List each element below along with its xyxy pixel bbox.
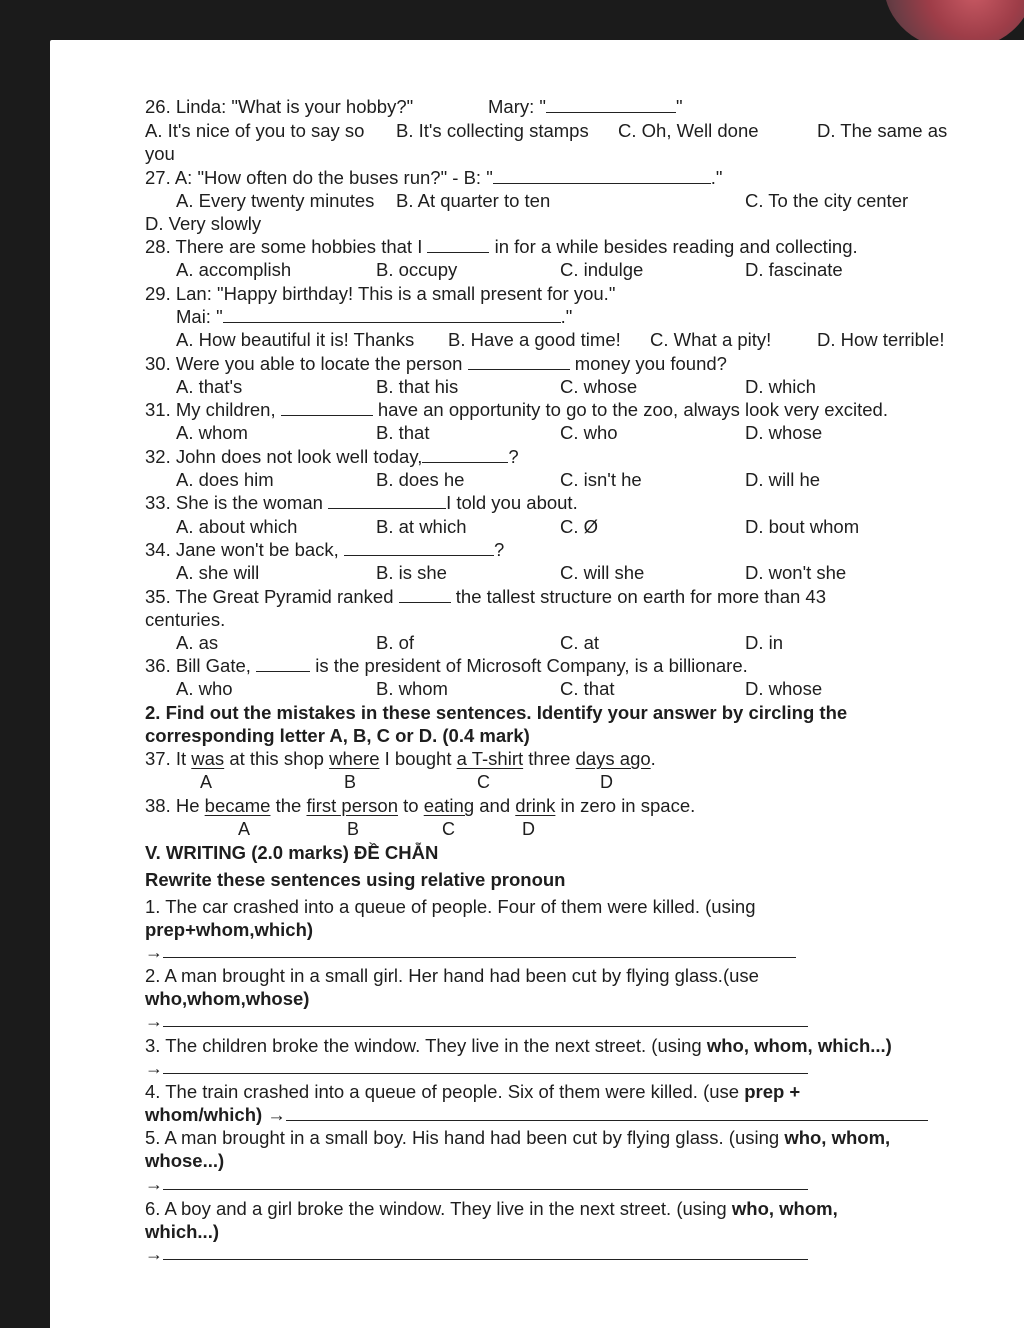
q34-option-d[interactable]: D. won't she	[745, 562, 847, 583]
q29-option-c[interactable]: C. What a pity!	[650, 329, 772, 350]
q37-letter-a[interactable]: A	[200, 772, 213, 792]
q30-stem: 30. Were you able to locate the person money you found?	[145, 353, 727, 374]
q38-underline-d: drink	[515, 795, 556, 816]
q29-option-a[interactable]: A. How beautiful it is! Thanks	[176, 329, 415, 350]
q26-option-b[interactable]: B. It's collecting stamps	[396, 120, 589, 141]
q37-underline-c: a T-shirt	[456, 748, 524, 769]
q33-option-b[interactable]: B. at which	[376, 516, 467, 537]
q31-option-a[interactable]: A. whom	[176, 422, 248, 443]
q27-stem: 27. A: "How often do the buses run?" - B: " ."	[145, 167, 723, 188]
q28-option-d[interactable]: D. fascinate	[745, 259, 843, 280]
q37-letter-b[interactable]: B	[344, 772, 357, 792]
q27-option-d[interactable]: D. Very slowly	[145, 213, 262, 234]
answer-blank[interactable]	[427, 238, 489, 253]
section-2-heading-continued: corresponding letter A, B, C or D. (0.4 mark)	[145, 725, 530, 746]
q35-option-a[interactable]: A. as	[176, 632, 219, 653]
q28-option-a[interactable]: A. accomplish	[176, 259, 292, 280]
q36-option-c[interactable]: C. that	[560, 678, 615, 699]
q33-stem: 33. She is the woman I told you about.	[145, 492, 578, 513]
q33-option-d[interactable]: D. bout whom	[745, 516, 860, 537]
answer-blank[interactable]	[422, 448, 508, 463]
writing-item-4-continued: whom/which) →	[145, 1104, 928, 1126]
q34-option-c[interactable]: C. will she	[560, 562, 645, 583]
q31-stem: 31. My children, have an opportunity to go to the zoo, always look very excited.	[145, 399, 888, 420]
q27-option-a[interactable]: A. Every twenty minutes	[176, 190, 375, 211]
q32-option-d[interactable]: D. will he	[745, 469, 821, 490]
answer-blank[interactable]	[286, 1106, 928, 1121]
q37-underline-b: where	[329, 748, 380, 769]
q38-letter-b[interactable]: B	[347, 819, 360, 839]
q36-stem: 36. Bill Gate, is the president of Microsoft Company, is a billionare.	[145, 655, 748, 676]
q31-option-b[interactable]: B. that	[376, 422, 430, 443]
q38-sentence: 38. He became the first person to eating and drink in zero in space.	[145, 795, 696, 816]
writing-answer-line-1[interactable]	[145, 942, 796, 962]
q38-underline-c: eating	[423, 795, 475, 816]
q30-option-d[interactable]: D. which	[745, 376, 816, 397]
answer-blank[interactable]	[163, 1012, 808, 1027]
writing-item-2-continued: who,whom,whose)	[145, 988, 310, 1009]
q26-option-d[interactable]: D. The same as	[817, 120, 948, 141]
q30-option-a[interactable]: A. that's	[176, 376, 243, 397]
q37-underline-d: days ago	[575, 748, 651, 769]
arrow-icon: →	[145, 1011, 163, 1031]
writing-item-1: 1. The car crashed into a queue of people. Four of them were killed. (using	[145, 896, 756, 917]
q27-option-b[interactable]: B. At quarter to ten	[396, 190, 551, 211]
writing-item-6: 6. A boy and a girl broke the window. They live in the next street. (using who, whom,	[145, 1198, 838, 1219]
section-2-heading: 2. Find out the mistakes in these sentences. Identify your answer by circling the	[145, 702, 848, 723]
answer-blank[interactable]	[163, 943, 796, 958]
writing-item-3: 3. The children broke the window. They live in the next street. (using who, whom, which...)	[145, 1035, 892, 1056]
writing-item-6-continued: which...)	[145, 1221, 219, 1242]
q33-option-c[interactable]: C. Ø	[560, 516, 599, 537]
writing-item-4: 4. The train crashed into a queue of people. Six of them were killed. (use prep +	[145, 1081, 801, 1102]
q32-option-b[interactable]: B. does he	[376, 469, 465, 490]
writing-title: V. WRITING (2.0 marks) ĐỀ CHẴN	[145, 842, 439, 863]
q37-sentence: 37. It was at this shop where I bought a T-shirt three days ago.	[145, 748, 656, 769]
q36-option-b[interactable]: B. whom	[376, 678, 448, 699]
q33-option-a[interactable]: A. about which	[176, 516, 298, 537]
q38-letter-d[interactable]: D	[522, 819, 535, 839]
q37-letter-c[interactable]: C	[477, 772, 490, 792]
writing-answer-line-2[interactable]	[145, 1011, 808, 1031]
q35-option-d[interactable]: D. in	[745, 632, 784, 653]
answer-blank[interactable]	[163, 1245, 808, 1260]
q30-option-c[interactable]: C. whose	[560, 376, 638, 397]
answer-blank[interactable]	[546, 98, 676, 113]
q29-option-d[interactable]: D. How terrible!	[817, 329, 945, 350]
q32-option-a[interactable]: A. does him	[176, 469, 274, 490]
answer-blank[interactable]	[344, 541, 494, 556]
q27-option-c[interactable]: C. To the city center	[745, 190, 909, 211]
q32-option-c[interactable]: C. isn't he	[560, 469, 642, 490]
answer-blank[interactable]	[163, 1175, 808, 1190]
answer-blank[interactable]	[281, 401, 373, 416]
q35-stem: 35. The Great Pyramid ranked the tallest structure on earth for more than 43	[145, 586, 826, 607]
q35-option-b[interactable]: B. of	[376, 632, 415, 653]
q28-option-b[interactable]: B. occupy	[376, 259, 458, 280]
q38-underline-a: became	[204, 795, 271, 816]
answer-blank[interactable]	[493, 169, 711, 184]
writing-item-5: 5. A man brought in a small boy. His hand had been cut by flying glass. (using who, whom,	[145, 1127, 891, 1148]
q36-option-a[interactable]: A. who	[176, 678, 233, 699]
q28-option-c[interactable]: C. indulge	[560, 259, 644, 280]
q34-stem: 34. Jane won't be back, ?	[145, 539, 505, 560]
answer-blank[interactable]	[163, 1059, 808, 1074]
answer-blank[interactable]	[256, 657, 310, 672]
answer-blank[interactable]	[328, 494, 446, 509]
q29-mai: Mai: " ."	[176, 306, 573, 327]
writing-answer-line-5[interactable]	[145, 1174, 808, 1194]
q34-option-b[interactable]: B. is she	[376, 562, 447, 583]
q38-letter-c[interactable]: C	[442, 819, 455, 839]
q38-underline-b: first person	[306, 795, 398, 816]
arrow-icon: →	[145, 1244, 163, 1264]
answer-blank[interactable]	[223, 308, 561, 323]
q35-option-c[interactable]: C. at	[560, 632, 600, 653]
q36-option-d[interactable]: D. whose	[745, 678, 823, 699]
q32-stem: 32. John does not look well today, ?	[145, 446, 519, 467]
q31-option-d[interactable]: D. whose	[745, 422, 823, 443]
q38-letter-a[interactable]: A	[238, 819, 251, 839]
q26-option-a[interactable]: A. It's nice of you to say so	[145, 120, 365, 141]
q28-stem: 28. There are some hobbies that I in for a while besides reading and collecting.	[145, 236, 858, 257]
q26-option-d-continued: you	[145, 143, 175, 164]
q29-option-b[interactable]: B. Have a good time!	[448, 329, 621, 350]
q29-stem: 29. Lan: "Happy birthday! This is a small present for you."	[145, 283, 616, 304]
q26-mary: Mary: " "	[488, 96, 683, 117]
q35-stem-continued: centuries.	[145, 609, 226, 630]
answer-blank[interactable]	[468, 355, 570, 370]
writing-item-1-continued: prep+whom,which)	[145, 919, 314, 940]
q31-option-c[interactable]: C. who	[560, 422, 618, 443]
q26-stem: 26. Linda: "What is your hobby?"	[145, 96, 414, 117]
arrow-icon: →	[145, 1058, 163, 1078]
q26-option-c[interactable]: C. Oh, Well done	[618, 120, 759, 141]
q37-underline-a: was	[191, 748, 225, 769]
writing-item-2: 2. A man brought in a small girl. Her hand had been cut by flying glass.(use	[145, 965, 759, 986]
arrow-icon: →	[145, 1174, 163, 1194]
arrow-icon: →	[145, 942, 163, 962]
writing-item-5-continued: whose...)	[145, 1150, 225, 1171]
answer-blank[interactable]	[399, 588, 451, 603]
writing-answer-line-6[interactable]	[145, 1244, 808, 1264]
q30-option-b[interactable]: B. that his	[376, 376, 459, 397]
writing-instruction: Rewrite these sentences using relative pronoun	[145, 869, 566, 890]
writing-answer-line-3[interactable]	[145, 1058, 808, 1078]
q37-letter-d[interactable]: D	[600, 772, 613, 792]
q34-option-a[interactable]: A. she will	[176, 562, 260, 583]
